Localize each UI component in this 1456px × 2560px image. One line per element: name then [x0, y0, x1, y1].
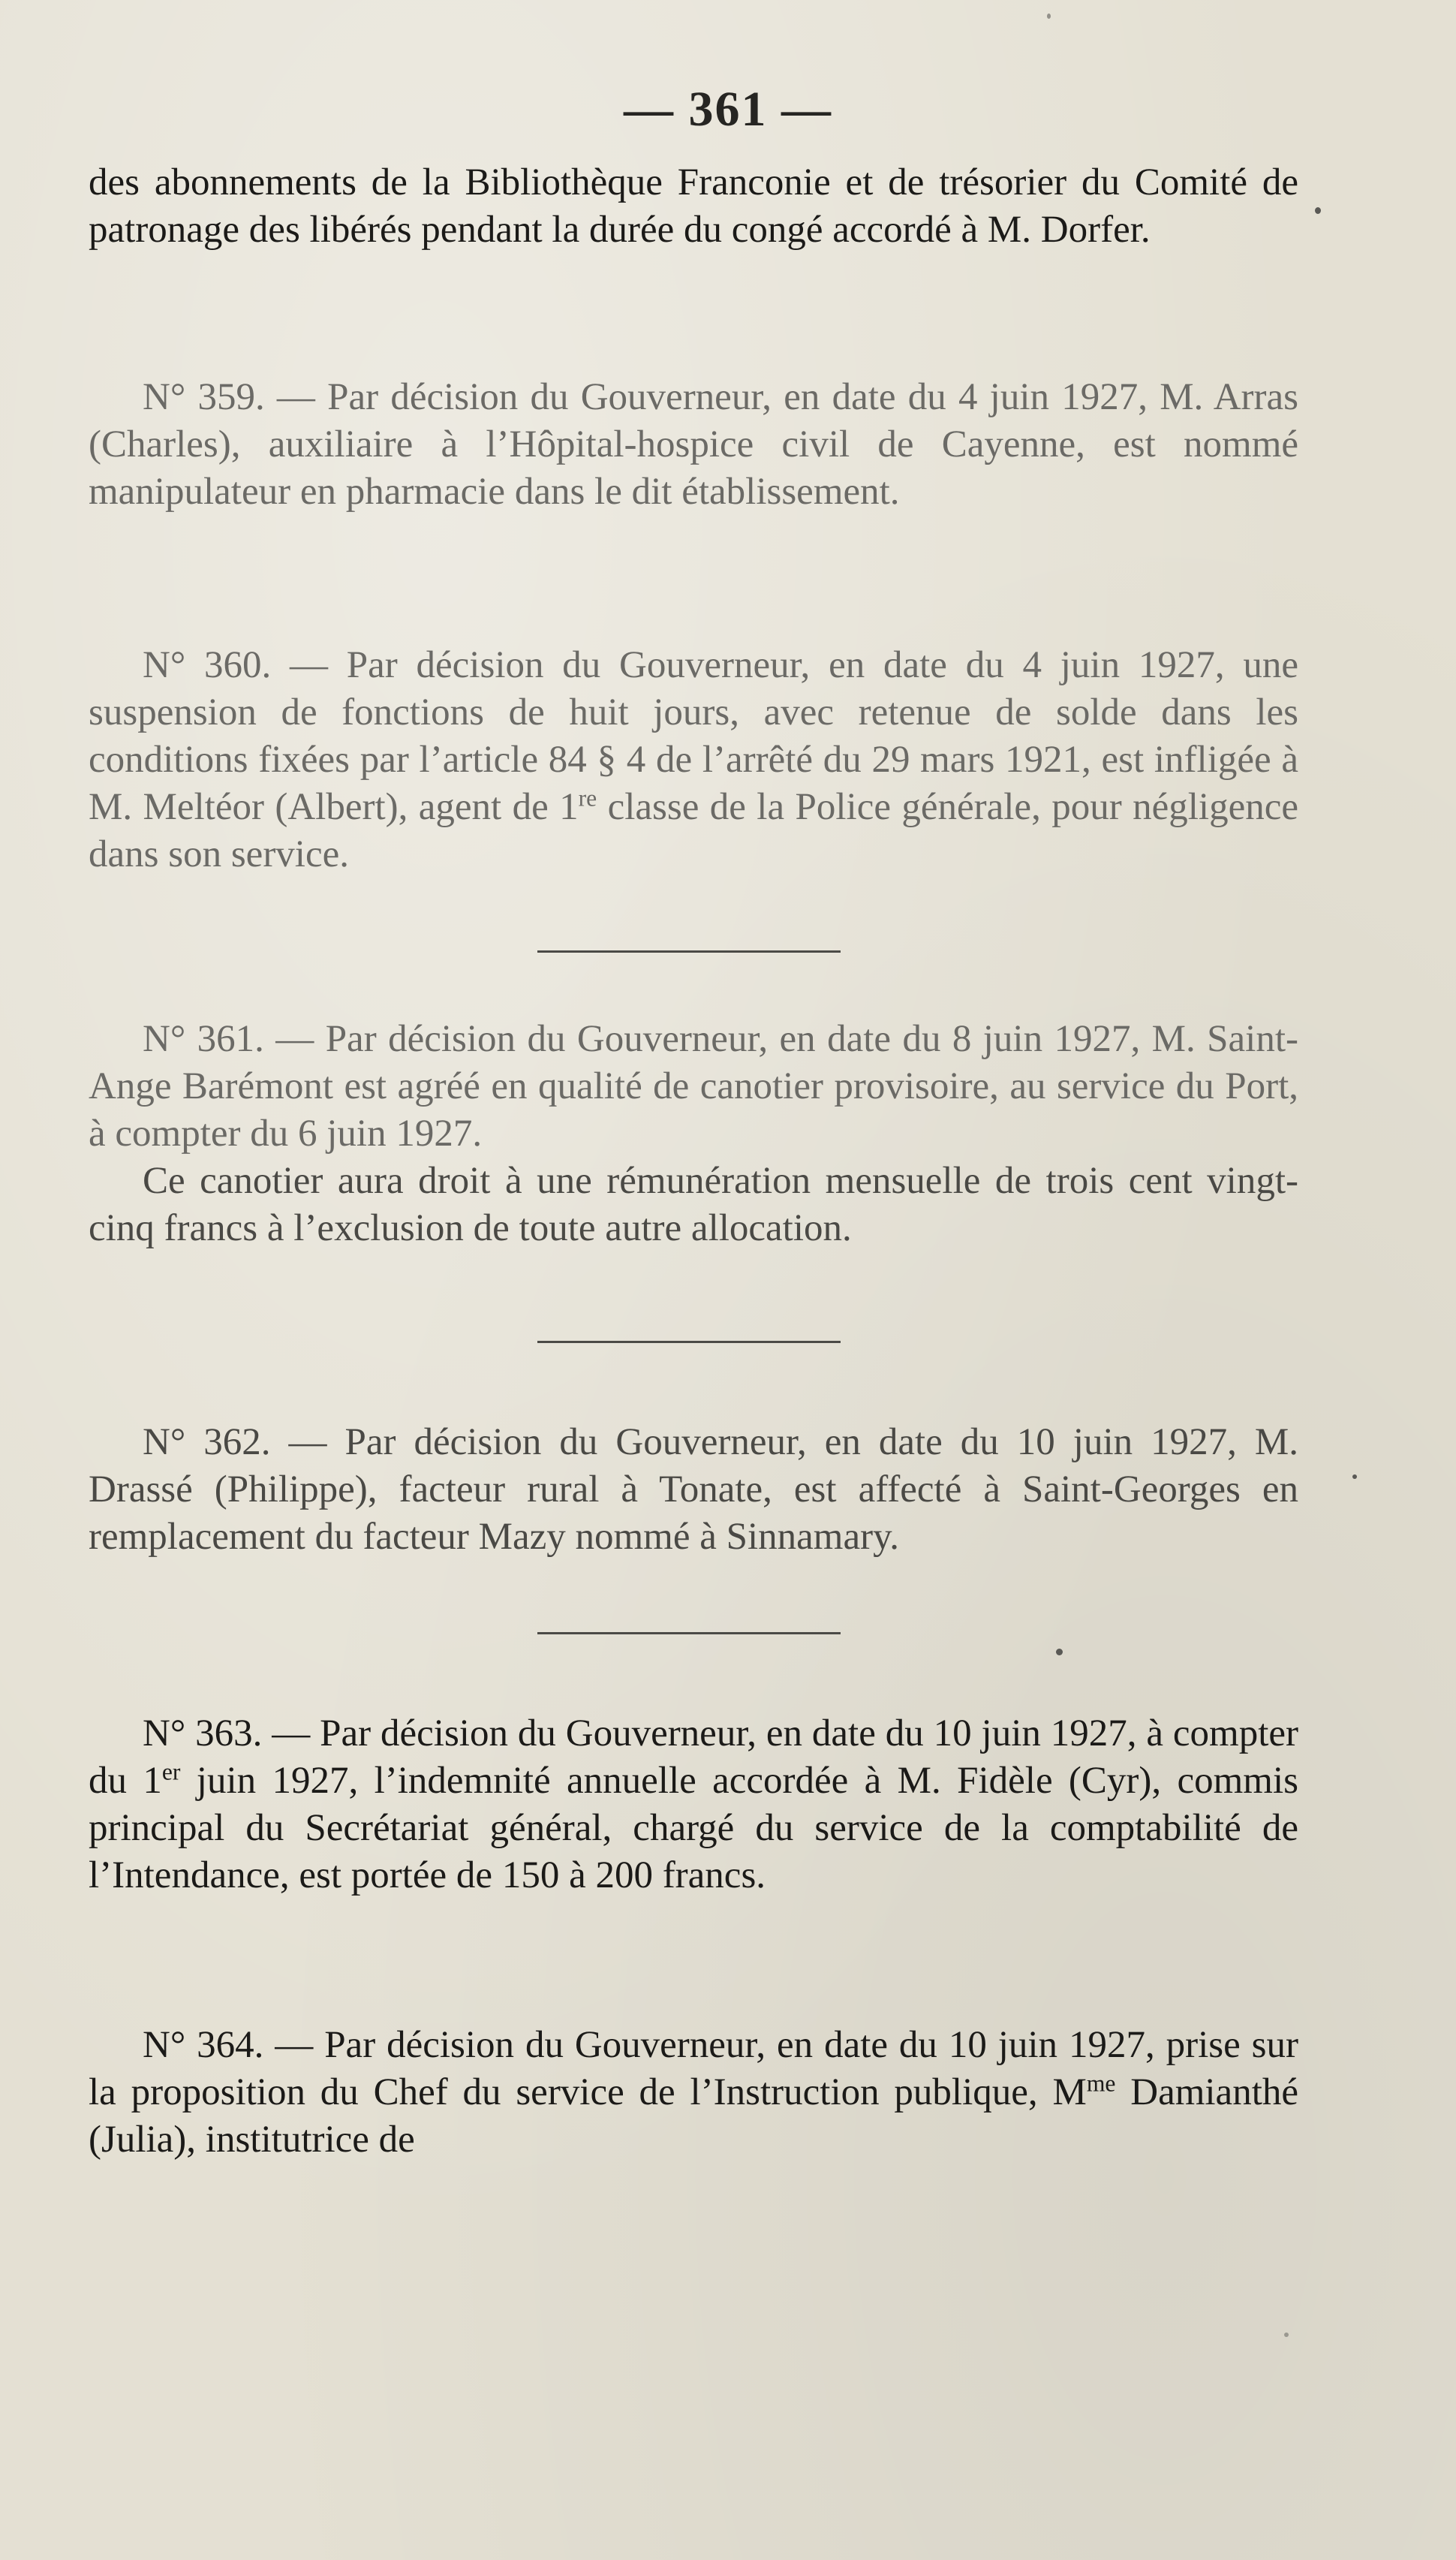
decision-364-text-b: Damianthé (Julia), institutrice de — [89, 2071, 1298, 2161]
paper-speck — [1315, 207, 1321, 214]
decision-363-text-b: juin 1927, l’indemnité annuelle accordée à M. Fidèle (Cyr), commis principal du Secrétariat général, chargé du service de la comptabilité de l’Intendance, est portée de 150 à 200 francs. — [89, 1760, 1298, 1896]
decision-362-text: N° 362. — Par décision du Gouverneur, en date du 10 juin 1927, M. Drassé (Philippe), facteur rural à Tonate, est affecté à Saint-Georges en remplacement du facteur Mazy nommé à Sinnamary. — [89, 1421, 1298, 1558]
decision-360-text-b: classe de la Police générale, pour négligence dans son service. — [89, 786, 1298, 875]
decision-359-text: N° 359. — Par décision du Gouverneur, en date du 4 juin 1927, M. Arras (Charles), auxiliaire à l’Hôpital-hospice civil de Cayenne, est nommé manipulateur en pharmacie dans le dit établissement. — [89, 376, 1298, 513]
continuation-paragraph — [89, 159, 1298, 254]
decision-364-sup: me — [1086, 2070, 1116, 2097]
decision-361-paragraph-2: Ce canotier aura droit à une rémunération mensuelle de trois cent vingt-cinq francs à l’exclusion de toute autre allocation. — [89, 1160, 1298, 1249]
decision-363-text-a: N° 363. — Par décision du Gouverneur, en date du 10 juin 1927, à compter du 1 — [89, 1712, 1298, 1802]
separator-rule — [537, 1632, 841, 1634]
decision-364-text-a: N° 364. — Par décision du Gouverneur, en date du 10 juin 1927, prise sur la proposition du Chef du service de l’Instruction publique, M — [89, 2024, 1298, 2113]
paper-speck — [1284, 2333, 1289, 2337]
decision-361-paragraph-1: N° 361. — Par décision du Gouverneur, en date du 8 juin 1927, M. Saint-Ange Barémont est agréé en qualité de canotier provisoire, au service du Port, à compter du 6 juin 1927. — [89, 1018, 1298, 1155]
decision-360-text — [89, 642, 1298, 878]
decision-364-text — [89, 2022, 1298, 2164]
decision-362 — [89, 1419, 1298, 1561]
decision-360 — [89, 642, 1298, 878]
separator-rule — [537, 950, 841, 953]
page-number: — 361 — — [624, 82, 832, 137]
decision-364 — [89, 2022, 1298, 2164]
paper-speck — [1056, 1649, 1063, 1655]
decision-363-sup: er — [161, 1758, 181, 1785]
decision-359 — [89, 374, 1298, 516]
decision-360-sup: re — [578, 785, 597, 812]
separator-rule — [537, 1341, 841, 1343]
decision-363-text — [89, 1710, 1298, 1899]
continuation-text: des abonnements de la Bibliothèque Franconie et de trésorier du Comité de patronage des libérés pendant la durée du congé accordé à M. Dorfer. — [89, 161, 1298, 251]
paper-speck — [1352, 1474, 1357, 1479]
paper-speck — [1047, 14, 1051, 19]
decision-360-text-a: N° 360. — Par décision du Gouverneur, en date du 4 juin 1927, une suspension de fonctions de huit jours, avec retenue de solde dans les conditions fixées par l’article 84 § 4 de l’arrêté du 29 mars 1921, est infligée à M. Meltéor (Albert), agent de 1 — [89, 644, 1298, 828]
decision-361 — [89, 1016, 1298, 1252]
decision-363 — [89, 1710, 1298, 1899]
